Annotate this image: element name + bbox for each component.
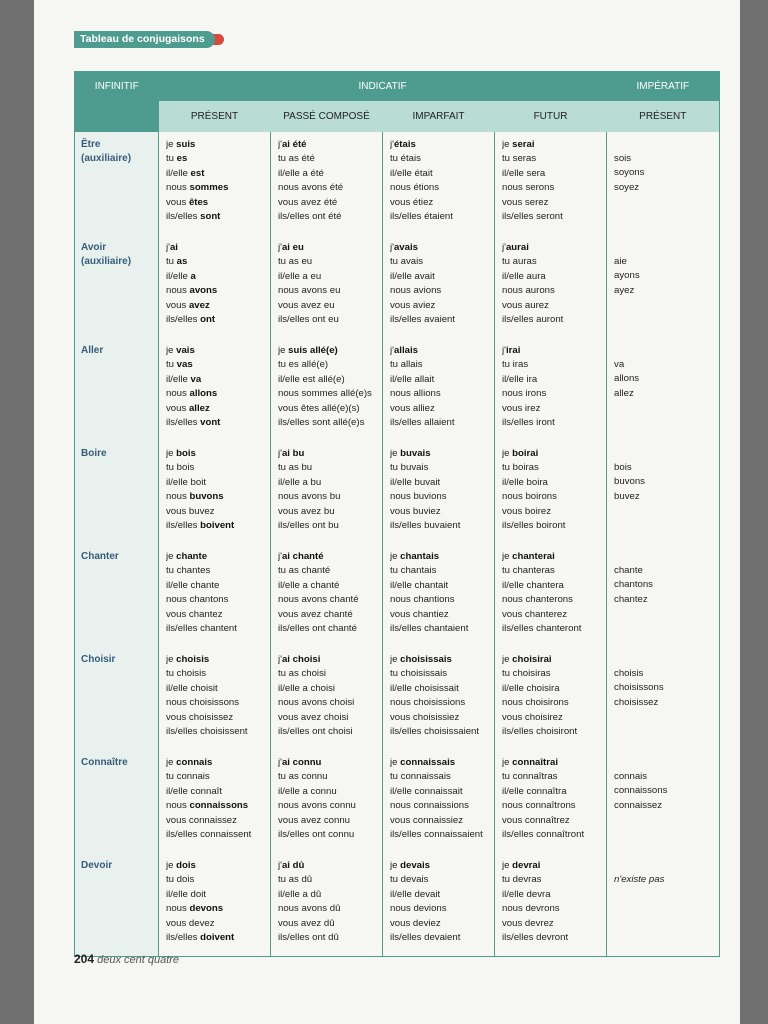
conjugation-line: j'ai eu — [278, 242, 304, 253]
conjugation-line: il/elle a connu — [278, 785, 337, 797]
conjugation-line: j'ai connu — [278, 757, 322, 768]
conjugation-line: ils/elles boiront — [502, 520, 566, 532]
conjugation-line: ils/elles sont — [166, 211, 221, 223]
conjugation-line: vous avez chanté — [278, 608, 353, 620]
conjugation-line: tu as choisi — [278, 668, 326, 680]
cell-imparfait — [383, 441, 495, 544]
conjugation-line: ils/elles chantaient — [390, 623, 469, 635]
conjugation-line: j'irai — [502, 345, 521, 356]
conjugation-line: il/elle choisissait — [390, 682, 459, 694]
cell-present — [159, 750, 271, 853]
cell-passe — [271, 647, 383, 750]
conjugation-line: j'ai choisi — [278, 654, 321, 665]
conjugation-line: il/elle va — [166, 373, 202, 385]
conjugation-line: il/elle choisira — [502, 682, 560, 694]
cell-futur — [495, 853, 607, 956]
conjugation-line: vous avez eu — [278, 299, 335, 311]
conjugation-line: nous connaissons — [166, 800, 249, 812]
conjugation-line: je devais — [390, 860, 431, 871]
conjugation-line: ils/elles devront — [502, 932, 569, 944]
conjugation-line: vous irez — [502, 402, 541, 414]
conjugation-line: vous avez bu — [278, 505, 335, 517]
cell-passe — [271, 235, 383, 338]
conjugation-line: nous allions — [390, 388, 441, 400]
conjugation-line: j'étais — [390, 139, 416, 150]
verb-infinitive: Connaître — [75, 750, 159, 853]
conjugation-line: ils/elles chanteront — [502, 623, 582, 635]
conjugation-line: ils/elles connaîtront — [502, 829, 585, 841]
conjugation-line: j'ai dû — [278, 860, 305, 871]
table-row — [75, 853, 720, 956]
conjugation-line: ils/elles connaissaient — [390, 829, 483, 841]
conjugation-line: tu choisiras — [502, 668, 551, 680]
conjugation-line: vous devrez — [502, 917, 554, 929]
conjugation-line: il/elle devra — [502, 888, 551, 900]
conjugation-line: tu chantes — [166, 565, 211, 577]
conjugation-line: il/elle a eu — [278, 270, 322, 282]
conjugation-line: il/elle connaîtra — [502, 785, 567, 797]
table-row — [75, 544, 720, 647]
conjugation-line: ils/elles ont bu — [278, 520, 339, 532]
conjugation-line: nous chantons — [166, 594, 229, 606]
conjugation-line: vous avez choisi — [278, 711, 349, 723]
conjugation-line: il/elle buvait — [390, 476, 441, 488]
conjugation-line: ils/elles buvaient — [390, 520, 461, 532]
cell-imparfait — [383, 853, 495, 956]
conjugation-line: tu as connu — [278, 771, 328, 783]
page-title: Tableau de conjugaisons — [74, 31, 215, 48]
conjugation-line: il/elle chantera — [502, 579, 564, 591]
conjugation-table — [74, 71, 720, 957]
cell-futur — [495, 132, 607, 235]
conjugation-line: ils/elles chantent — [166, 623, 237, 635]
conjugation-line: nous devrons — [502, 903, 560, 915]
cell-imparfait — [383, 338, 495, 441]
conjugation-line: ils/elles étaient — [390, 211, 453, 223]
verb-infinitive: Choisir — [75, 647, 159, 750]
conjugation-line: vous étiez — [390, 196, 434, 208]
cell-imparfait — [383, 750, 495, 853]
conjugation-line: il/elle choisit — [166, 682, 218, 694]
conjugation-line: je devrai — [502, 860, 541, 871]
conjugation-line: je serai — [502, 139, 535, 150]
cell-imperatif: bois buvons buvez — [607, 441, 720, 544]
conjugation-line: ils/elles ont dû — [278, 932, 339, 944]
conjugation-line: ils/elles doivent — [166, 932, 235, 944]
conjugation-line: ils/elles seront — [502, 211, 563, 223]
cell-passe — [271, 750, 383, 853]
conjugation-line: il/elle avait — [390, 270, 435, 282]
table-body — [75, 132, 720, 956]
conjugation-line: ils/elles ont été — [278, 211, 342, 223]
cell-imperatif: connais connaissons connaissez — [607, 750, 720, 853]
conjugation-line: tu as bu — [278, 462, 313, 474]
imperatif-note: n'existe pas — [614, 874, 665, 885]
table-row — [75, 235, 720, 338]
conjugation-line: vous chantiez — [390, 608, 449, 620]
verb-infinitive: Devoir — [75, 853, 159, 956]
conjugation-line: vous buvez — [166, 505, 215, 517]
conjugation-line: il/elle est allé(e) — [278, 373, 345, 385]
conjugation-line: nous sommes — [166, 182, 229, 194]
conjugation-line: vous boirez — [502, 505, 552, 517]
conjugation-line: vous choisissez — [166, 711, 234, 723]
page-number: 204 — [74, 952, 95, 966]
conjugation-line: tu es allé(e) — [278, 359, 329, 371]
conjugation-line: tu étais — [390, 153, 421, 165]
conjugation-line: il/elle a bu — [278, 476, 322, 488]
conjugation-line: il/elle était — [390, 167, 433, 179]
conjugation-line: tu iras — [502, 359, 529, 371]
cell-present — [159, 235, 271, 338]
conjugation-line: tu devais — [390, 874, 429, 886]
cell-imperatif — [607, 853, 720, 956]
conjugation-line: nous choisissions — [390, 697, 466, 709]
conjugation-line: tu bois — [166, 462, 195, 474]
conjugation-line: ils/elles devaient — [390, 932, 461, 944]
conjugation-line: nous connaîtrons — [502, 800, 576, 812]
conjugation-line: il/elle aura — [502, 270, 546, 282]
cell-futur — [495, 235, 607, 338]
conjugation-line: vous avez connu — [278, 814, 350, 826]
conjugation-line: j'avais — [390, 242, 418, 253]
conjugation-line: nous avons connu — [278, 800, 356, 812]
conjugation-line: tu vas — [166, 359, 193, 371]
conjugation-line: nous étions — [390, 182, 440, 194]
conjugation-line: nous avons eu — [278, 285, 341, 297]
cell-futur — [495, 441, 607, 544]
conjugation-line: vous allez — [166, 402, 210, 414]
conjugation-line: nous serons — [502, 182, 555, 194]
conjugation-line: vous devez — [166, 917, 215, 929]
conjugation-line: ils/elles vont — [166, 417, 221, 429]
conjugation-line: il/elle devait — [390, 888, 441, 900]
cell-futur — [495, 338, 607, 441]
conjugation-line: vous aviez — [390, 299, 436, 311]
conjugation-line: tu as — [166, 256, 188, 268]
conjugation-line: je dois — [166, 860, 196, 871]
cell-imparfait — [383, 132, 495, 235]
cell-imperatif: va allons allez — [607, 338, 720, 441]
conjugation-line: tu buvais — [390, 462, 429, 474]
conjugation-line: vous avez — [166, 299, 210, 311]
conjugation-line: tu auras — [502, 256, 537, 268]
conjugation-line: il/elle est — [166, 167, 205, 179]
conjugation-line: il/elle a chanté — [278, 579, 340, 591]
conjugation-line: nous boirons — [502, 491, 557, 503]
conjugation-line: je connais — [166, 757, 213, 768]
conjugation-line: tu as chanté — [278, 565, 331, 577]
conjugation-line: j'aurai — [502, 242, 529, 253]
conjugation-line: vous avez été — [278, 196, 338, 208]
page-number-words: deux cent quatre — [97, 954, 180, 966]
conjugation-line: il/elle allait — [390, 373, 435, 385]
conjugation-line: nous allons — [166, 388, 218, 400]
cell-imparfait — [383, 235, 495, 338]
conjugation-line: je choisirai — [502, 654, 552, 665]
conjugation-line: nous devons — [166, 903, 224, 915]
cell-present — [159, 544, 271, 647]
header-present: PRÉSENT — [159, 101, 271, 132]
table-row — [75, 441, 720, 544]
conjugation-line: j'ai chanté — [278, 551, 324, 562]
header-imperatif-present: PRÉSENT — [607, 101, 720, 132]
conjugation-line: il/elle chante — [166, 579, 220, 591]
header-passe-compose: PASSÉ COMPOSÉ — [271, 101, 383, 132]
conjugation-line: tu as été — [278, 153, 315, 165]
conjugation-line: je chante — [166, 551, 208, 562]
conjugation-line: tu dois — [166, 874, 195, 886]
conjugation-line: j'ai été — [278, 139, 307, 150]
conjugation-line: il/elle doit — [166, 888, 206, 900]
cell-passe — [271, 132, 383, 235]
conjugation-line: vous alliez — [390, 402, 435, 414]
cell-imparfait — [383, 647, 495, 750]
verb-infinitive: Avoir (auxiliaire) — [75, 235, 159, 338]
cell-present — [159, 132, 271, 235]
conjugation-line: ils/elles iront — [502, 417, 555, 429]
conjugation-line: nous chanterons — [502, 594, 573, 606]
conjugation-line: j'allais — [390, 345, 418, 356]
table-row — [75, 338, 720, 441]
conjugation-line: ils/elles auront — [502, 314, 564, 326]
cell-present — [159, 853, 271, 956]
conjugation-line: ils/elles connaissent — [166, 829, 252, 841]
cell-passe — [271, 338, 383, 441]
conjugation-line: tu choisis — [166, 668, 206, 680]
conjugation-line: je connaîtrai — [502, 757, 558, 768]
cell-imperatif: sois soyons soyez — [607, 132, 720, 235]
conjugation-line: je chanterai — [502, 551, 555, 562]
header-infinitif: INFINITIF — [75, 72, 159, 102]
conjugation-line: ils/elles ont — [166, 314, 216, 326]
conjugation-line: nous avons — [166, 285, 218, 297]
verb-infinitive: Aller — [75, 338, 159, 441]
conjugation-line: tu as dû — [278, 874, 313, 886]
conjugation-line: je chantais — [390, 551, 440, 562]
conjugation-line: nous avons bu — [278, 491, 341, 503]
cell-futur — [495, 647, 607, 750]
conjugation-line: vous connaissez — [166, 814, 237, 826]
conjugation-line: nous buvons — [166, 491, 224, 503]
conjugation-line: nous chantions — [390, 594, 455, 606]
conjugation-line: nous choisirons — [502, 697, 569, 709]
conjugation-line: vous buviez — [390, 505, 441, 517]
conjugation-line: nous buvions — [390, 491, 447, 503]
conjugation-line: tu connaissais — [390, 771, 451, 783]
conjugation-line: je suis — [166, 139, 196, 150]
conjugation-line: vous connaîtrez — [502, 814, 570, 826]
conjugation-line: nous aurons — [502, 285, 555, 297]
conjugation-line: nous choisissons — [166, 697, 240, 709]
conjugation-line: je suis allé(e) — [278, 345, 338, 356]
verb-infinitive: Chanter — [75, 544, 159, 647]
conjugation-line: il/elle ira — [502, 373, 538, 385]
conjugation-line: ils/elles ont chanté — [278, 623, 357, 635]
conjugation-line: j'ai — [166, 242, 178, 253]
conjugation-line: vous choisirez — [502, 711, 563, 723]
conjugation-line: vous choisissiez — [390, 711, 460, 723]
table-row — [75, 132, 720, 235]
conjugation-line: il/elle connaissait — [390, 785, 463, 797]
conjugation-line: ils/elles choisiront — [502, 726, 578, 738]
cell-present — [159, 647, 271, 750]
conjugation-line: nous devions — [390, 903, 447, 915]
conjugation-line: je bois — [166, 448, 196, 459]
header-indicatif: INDICATIF — [159, 72, 607, 102]
conjugation-line: il/elle sera — [502, 167, 546, 179]
cell-imparfait — [383, 544, 495, 647]
conjugation-line: nous connaissions — [390, 800, 469, 812]
header-infinitif-fill — [75, 101, 159, 132]
verb-infinitive: Boire — [75, 441, 159, 544]
cell-futur — [495, 750, 607, 853]
conjugation-line: il/elle a — [166, 270, 196, 282]
conjugation-line: nous avons été — [278, 182, 344, 194]
conjugation-line: tu seras — [502, 153, 537, 165]
conjugation-line: il/elle connaît — [166, 785, 222, 797]
table-row — [75, 750, 720, 853]
conjugation-line: tu chanteras — [502, 565, 555, 577]
conjugation-line: tu avais — [390, 256, 424, 268]
conjugation-line: j'ai bu — [278, 448, 305, 459]
conjugation-line: tu as eu — [278, 256, 313, 268]
conjugation-line: vous avez dû — [278, 917, 335, 929]
conjugation-line: je connaissais — [390, 757, 456, 768]
conjugation-line: je choisissais — [390, 654, 452, 665]
cell-passe — [271, 853, 383, 956]
conjugation-line: tu choisissais — [390, 668, 448, 680]
conjugation-line: je vais — [166, 345, 195, 356]
cell-imperatif: chante chantons chantez — [607, 544, 720, 647]
conjugation-line: il/elle chantait — [390, 579, 449, 591]
cell-passe — [271, 441, 383, 544]
conjugation-line: nous avons dû — [278, 903, 341, 915]
conjugation-line: nous avions — [390, 285, 442, 297]
conjugation-line: tu connais — [166, 771, 210, 783]
conjugation-line: ils/elles ont eu — [278, 314, 339, 326]
document-page — [34, 0, 740, 1024]
conjugation-line: vous chantez — [166, 608, 223, 620]
conjugation-line: vous aurez — [502, 299, 549, 311]
conjugation-line: je buvais — [390, 448, 431, 459]
cell-imperatif: aie ayons ayez — [607, 235, 720, 338]
cell-present — [159, 441, 271, 544]
conjugation-line: ils/elles sont allé(e)s — [278, 417, 365, 429]
conjugation-line: tu chantais — [390, 565, 437, 577]
conjugation-line: tu es — [166, 153, 188, 165]
cell-present — [159, 338, 271, 441]
conjugation-line: il/elle a choisi — [278, 682, 336, 694]
conjugation-line: ils/elles ont choisi — [278, 726, 353, 738]
cell-imperatif: choisis choisissons choisissez — [607, 647, 720, 750]
conjugation-line: vous deviez — [390, 917, 441, 929]
conjugation-line: nous irons — [502, 388, 547, 400]
verb-infinitive: Être (auxiliaire) — [75, 132, 159, 235]
conjugation-line: il/elle a dû — [278, 888, 322, 900]
conjugation-line: je choisis — [166, 654, 210, 665]
conjugation-line: vous êtes allé(e)(s) — [278, 402, 360, 414]
conjugation-line: ils/elles boivent — [166, 520, 235, 532]
conjugation-line: nous sommes allé(e)s — [278, 388, 372, 400]
header-futur: FUTUR — [495, 101, 607, 132]
conjugation-line: il/elle boit — [166, 476, 206, 488]
conjugation-line: tu devras — [502, 874, 542, 886]
conjugation-line: il/elle boira — [502, 476, 548, 488]
conjugation-line: vous êtes — [166, 196, 209, 208]
conjugation-line: ils/elles allaient — [390, 417, 455, 429]
header-imperatif: IMPÉRATIF — [607, 72, 720, 102]
table-row — [75, 647, 720, 750]
conjugation-line: vous serez — [502, 196, 549, 208]
conjugation-line: nous avons choisi — [278, 697, 355, 709]
conjugation-line: vous chanterez — [502, 608, 568, 620]
conjugation-line: ils/elles avaient — [390, 314, 456, 326]
conjugation-line: ils/elles choisissent — [166, 726, 248, 738]
conjugation-line: je boirai — [502, 448, 539, 459]
page-footer — [74, 952, 179, 966]
conjugation-line: tu connaîtras — [502, 771, 558, 783]
conjugation-line: ils/elles choisissaient — [390, 726, 480, 738]
conjugation-line: ils/elles ont connu — [278, 829, 355, 841]
conjugation-line: tu boiras — [502, 462, 539, 474]
header-imparfait: IMPARFAIT — [383, 101, 495, 132]
conjugation-line: il/elle a été — [278, 167, 324, 179]
cell-futur — [495, 544, 607, 647]
conjugation-line: tu allais — [390, 359, 423, 371]
cell-passe — [271, 544, 383, 647]
conjugation-line: vous connaissiez — [390, 814, 464, 826]
conjugation-line: nous avons chanté — [278, 594, 359, 606]
